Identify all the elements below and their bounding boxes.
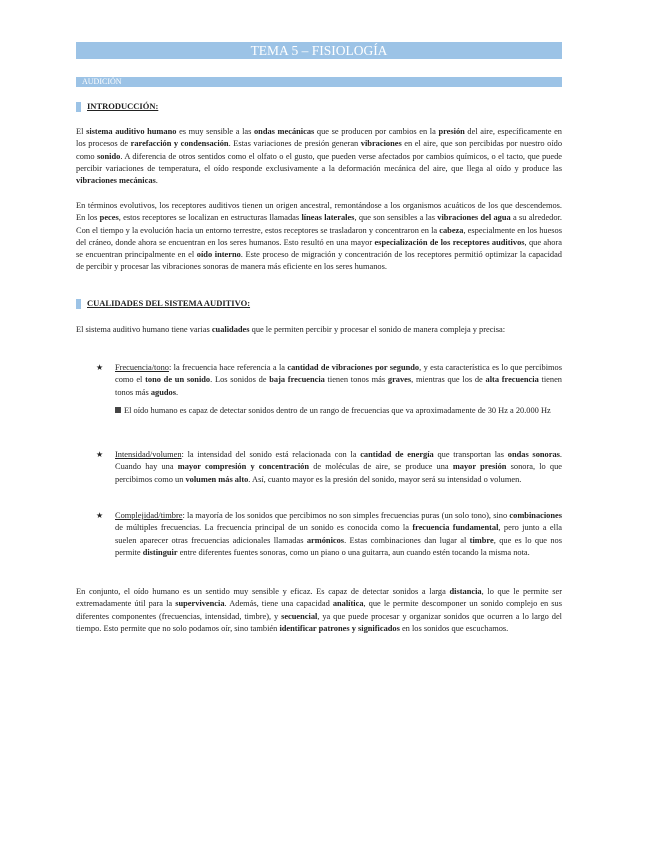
- star-bullet-icon: ★: [96, 511, 104, 520]
- document-title: TEMA 5 – FISIOLOGÍA: [76, 42, 562, 59]
- intro-paragraph-1: El sistema auditivo humano es muy sensible a las ondas mecánicas que se producen por cambios en la presión del aire, específicamente en los procesos de rarefacción y condensación. Estas variaciones de presión generan vibraciones en el aire, que son percibidas por nuestro oído como sonido. A diferencia de otros sentidos como el olfato o el gusto, que pueden verse afectados por cambios químicos, o el tacto, que puede percibir variaciones de temperatura, el oído responde exclusivamente a la deformación mecánica del aire, que llega al oído y produce las vibraciones mecánicas.: [76, 127, 563, 186]
- intro-heading: [76, 101, 158, 112]
- star-bullet-icon: ★: [96, 450, 104, 459]
- heading-marker: [76, 299, 81, 309]
- qualities-heading: [76, 298, 250, 309]
- quality-item-text: Complejidad/timbre: la mayoría de los sonidos que percibimos no son simples frecuencias puras (un solo tono), sino combinaciones de múltiples frecuencias. La frecuencia principal de un sonido es conocida como la frecuencia fundamental, pero junto a ella suelen aparecer otras frecuencias adicionales llamadas armónicos. Estas combinaciones dan lugar al timbre, que es lo que nos permite distinguir entre diferentes fuentes sonoras, como un piano o una guitarra, aun cuando estén tocando la misma nota.: [115, 511, 562, 557]
- intro-paragraph-2: En términos evolutivos, los receptores auditivos tienen un origen ancestral, remontándose a los organismos acuáticos de los que descendemos. En los peces, estos receptores se localizan en estructuras llamadas líneas laterales, que son sensibles a las vibraciones del agua a su alrededor. Con el tiempo y la evolución hacia un entorno terrestre, estos receptores se trasladaron y concentraron en la cabeza, especialmente en los huesos del cráneo, donde ahora se encuentran en los seres humanos. Esto resultó en una mayor especialización de los receptores auditivos, que ahora se encuentran principalmente en el oído interno. Este proceso de migración y concentración de los receptores permitió optimizar la capacidad de percibir y procesar las vibraciones sonoras de manera más eficiente en los seres humanos.: [76, 201, 562, 272]
- intro-heading-text: INTRODUCCIÓN:: [87, 101, 159, 111]
- quality-item-intensity: [96, 449, 562, 486]
- frequency-range-note: El oído humano es capaz de detectar sonidos dentro de un rango de frecuencias que va aproximadamente de 30 Hz a 20.000 Hz: [115, 405, 562, 417]
- qualities-heading-text: CUALIDADES DEL SISTEMA AUDITIVO:: [87, 298, 251, 308]
- quality-item-frequency: [96, 362, 562, 417]
- conclusion-paragraph: En conjunto, el oído humano es un sentido muy sensible y eficaz. Es capaz de detectar sonidos a larga distancia, lo que le permite ser extremadamente útil para la supervivencia. Además, tiene una capacidad analítica, que le permite descomponer un sonido complejo en sus diferentes componentes (frecuencias, intensidad, timbre), y secuencial, ya que puede procesar y organizar sonidos que ocurren a lo largo del tiempo. Esto permite que no solo podamos oír, sino también identificar patrones y significados en los sonidos que escuchamos.: [76, 587, 562, 633]
- quality-item-text: Intensidad/volumen: la intensidad del sonido está relacionada con la cantidad de energía que transportan las ondas sonoras. Cuando hay una mayor compresión y concentración de moléculas de aire, se produce una mayor presión sonora, lo que percibimos como un volumen más alto. Así, cuanto mayor es la presión del sonido, mayor será su intensidad o volumen.: [115, 450, 562, 484]
- quality-item-text: Frecuencia/tono: la frecuencia hace referencia a la cantidad de vibraciones por segundo, y esta característica es lo que percibimos como el tono de un sonido. Los sonidos de baja frecuencia tienen tonos más graves, mientras que los de alta frecuencia tienen tonos más agudos.: [115, 363, 562, 397]
- qualities-intro: El sistema auditivo humano tiene varias cualidades que le permiten percibir y procesar el sonido de manera compleja y precisa:: [76, 325, 506, 334]
- section-header: AUDICIÓN: [76, 77, 562, 87]
- checkbox-icon: [115, 407, 121, 413]
- star-bullet-icon: ★: [96, 363, 104, 372]
- heading-marker: [76, 102, 81, 112]
- quality-item-timbre: [96, 510, 562, 559]
